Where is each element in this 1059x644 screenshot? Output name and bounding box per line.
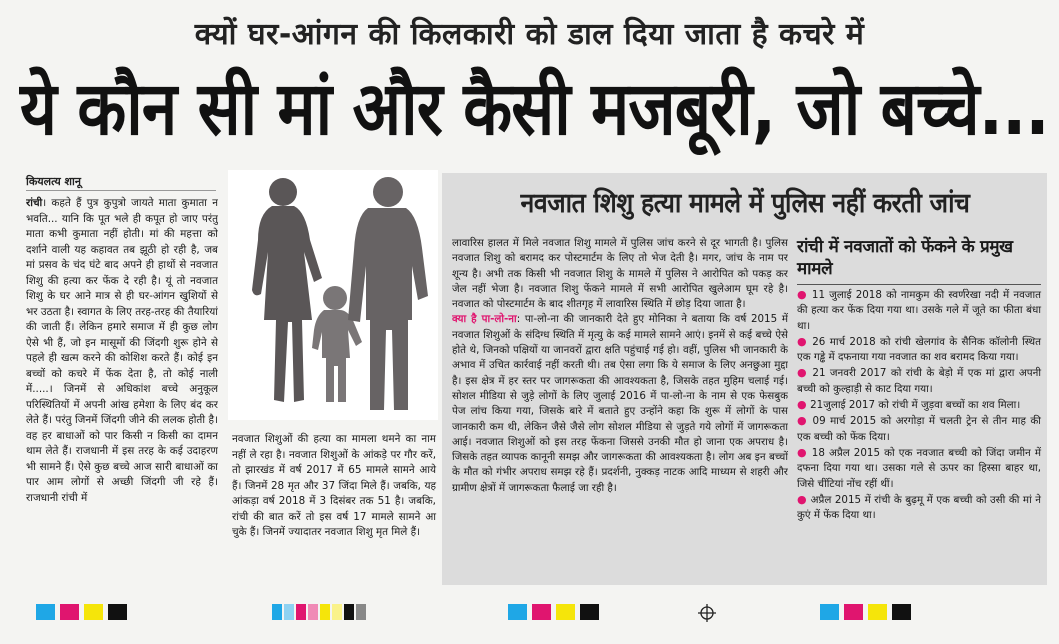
- case-item: ● 18 अप्रैल 2015 को एक नवजात बच्ची को जिंदा जमीन में दफना दिया गया था। उसका गले से ऊपर का हिस्सा बाहर था, जिसे चींटियां नोंच रहीं थीं।: [797, 445, 1041, 490]
- black-swatch: [108, 604, 127, 620]
- panel-paragraph-2-text: : पा-लो-ना की जानकारी देते हुए मोनिका ने बताया कि वर्ष 2015 में नवजात शिशुओं के संदिग्ध स्थिति में मृत्यु के कई मामले सामने आएं। इनमें से कई बच्चे ऐसे होते थे, जिनको पक्षियों या जानवरों द्वारा क्षति पहुंचाई गई हो। वहीं, पुलिस भी जानकारी के अभाव में उचित कार्रवाई नहीं करती थी। तब ऐसा लगा कि ये समाज के लिए अनछुआ मुद्दा है। इस क्षेत्र में हर स्तर पर जागरूकता की आवश्यकता है, जिसके तहत मुहिम चलाई गई। सोशल मीडिया से जुड़े लोगों के लिए जुलाई 2016 में पा-लो-ना के नाम से एक फेसबुक पेज लांच किया गया, जिसके बारे में बताते हुए उन्होंने कहा कि शुरू में लोगों के पास जानकारी कम थी, लेकिन जैसे जैसे लोग सोशल मीडिया से जुड़ते गये लोगों में जागरूकता आई। नवजात शिशुओं को इस तरह फेंकना जिससे उनकी मौत हो जाना एक अपराध है। जिसके तहत व्यापक कानूनी समझ और जागरूकता की आवश्यकता है। लोग अब इन बच्चों के मौत को गंभीर अपराध समझ रहे हैं। प्रदर्शनी, नुक्कड़ नाटक आदि माध्यम से शहरी और ग्रामीण क्षेत्रों में जागरूकता फैलाई जा रही है।: [452, 313, 788, 494]
- panel-article: [452, 236, 788, 576]
- panel-headline: [442, 183, 1047, 220]
- byline-divider: [26, 190, 216, 191]
- cyan-swatch: [36, 604, 55, 620]
- bullet-icon: ●: [797, 492, 811, 506]
- color-registration-bar: [508, 604, 599, 620]
- dateline-place: रांची: [26, 197, 43, 209]
- case-item: ● 09 मार्च 2015 को अरगोड़ा में चलती ट्रेन से तीन माह की एक बच्ची को फेंक दिया।: [797, 414, 1041, 443]
- case-item: ● 26 मार्च 2018 को रांची खेलगांव के सैनिक कॉलोनी स्थित एक गड्ढे में दफनाया गया नवजात का शव बरामद किया गया।: [797, 334, 1041, 364]
- article-column-1: [26, 196, 218, 596]
- bullet-icon: ●: [797, 334, 813, 348]
- article-column-1-text: । कहते हैं पुत्र कुपुत्रो जायते माता कुमाता न भवति... यानि कि पूत भले ही कपूत हो जाए परंतु माता कभी कुमाता नहीं होती। मां की महत्ता को दर्शाने वाली यह कहावत तब झूठी हो रही है, जब मां प्रसव के चंद घंटे बाद अपने ही हाथों से नवजात शिशु की हत्या कर फेंक दे रही है। यूं तो नवजात शिशु के घर आने मात्र से ही घर-आंगन खुशियों से भर उठता है। स्वागत के लिए तरह-तरह की तैयारियां की जाती हैं। लेकिन हमारे समाज में ही कुछ लोग ऐसे भी हैं, जो इन मासूमों की जिंदगी शुरू होने से पहले ही खत्म करने की कोशिश करते हैं। कोई इन बच्चों को कचरे में फेंक देता है, तो कोई नाली में.....। जिनमें से अधिकांश बच्चे अनुकूल परिस्थितियों में अपनी आंख हमेशा के लिए बंद कर लेते हैं। परंतु जिनमें जिंदगी जीने की ललक होती है। वह हर बाधाओं को पार किसी न किसी का दामन थाम लेते हैं। राजधानी में इस तरह के कई उदाहरण भी सामने हैं। ऐसे कुछ बच्चे आज सारी बाधाओं का पार आम लोगों से अच्छी जिंदगी जी रहे हैं। राजधानी रांची में: [26, 197, 218, 504]
- case-item: ● अप्रैल 2015 में रांची के बुढ़मू में एक बच्ची को उसी की मां ने कुएं में फेंक दिया था।: [797, 492, 1041, 522]
- panel-paragraph-1: लावारिस हालत में मिले नवजात शिशु मामले में पुलिस जांच करने से दूर भागती है। पुलिस नवजात शिशु को बरामद कर पोस्टमार्टम के लिए तो भेज देती है। मगर, जांच के नाम पर शून्य है। अभी तक किसी भी नवजात शिशु के मामले में पुलिस ने आरोपित को पकड़ कर जेल नहीं भेजा है। नवजात शिशु फेंकने मामले में सभी आरोपित खुलेआम घूम रहे है। नवजात को पोस्टमार्टम के बाद शीतगृह में लावारिस स्थिति में छोड़ दिया जाता है।: [452, 237, 788, 311]
- color-registration-bar: [820, 604, 911, 620]
- cases-list: [797, 236, 1041, 523]
- cases-list-divider: [797, 284, 1041, 285]
- registration-mark-icon: [698, 604, 716, 622]
- color-registration-bar: [36, 604, 127, 620]
- yellow-swatch: [84, 604, 103, 620]
- bullet-icon: ●: [797, 414, 813, 428]
- kicker-headline: क्यों घर-आंगन की किलकारी को डाल दिया जाता है कचरे में: [194, 17, 865, 52]
- byline: कियलत्य शानू: [26, 175, 81, 188]
- case-item: ● 21जुलाई 2017 को रांची में जुड़वा बच्चों का शव मिला।: [797, 398, 1021, 412]
- article-column-2: नवजात शिशुओं की हत्या का मामला थमने का नाम नहीं ले रहा है। नवजात शिशुओं के आंकड़े पर गौर करें, तो झारखंड में वर्ष 2017 में 65 मामले सामने आये हैं। जिनमें 28 मृत और 37 जिंदा मिले हैं। जबकि, यह आंकड़ा वर्ष 2018 में 3 दिसंबर तक 51 है। जबकि, रांची की बात करें तो इस वर्ष 17 मामले सामने आ चुके हैं। जिनमें ज्यादातर नवजात शिशु मृत मिले हैं।: [232, 433, 436, 538]
- panel-subheading: क्या है पा-लो-ना: [452, 313, 517, 326]
- case-item: ● 11 जुलाई 2018 को नामकुम की स्वर्णरेखा नदी में नवजात की हत्या कर फेंक दिया गया था। उसके गले में जूते का फीता बंधा था।: [797, 288, 1041, 332]
- panel-headline-text: नवजात शिशु हत्या मामले में पुलिस नहीं करती जांच: [520, 188, 969, 219]
- bullet-icon: ●: [797, 288, 812, 301]
- case-item: ● 21 जनवरी 2017 को रांची के बेड़ो में एक मां द्वारा अपनी बच्ची को कुल्हाड़ी से काट दिया गया।: [797, 366, 1041, 395]
- panel-paragraph-2: [452, 312, 788, 496]
- main-headline: ये कौन सी मां और कैसी मजबूरी, जो बच्चे...: [20, 66, 1049, 152]
- bullet-icon: ●: [797, 398, 811, 412]
- tint-registration-bar: [272, 604, 366, 620]
- magenta-swatch: [60, 604, 79, 620]
- family-silhouette-image: [228, 170, 438, 420]
- bullet-icon: ●: [797, 366, 813, 380]
- bullet-icon: ●: [797, 445, 812, 459]
- cases-list-title: रांची में नवजातों को फेंकने के प्रमुख मामले: [797, 237, 1013, 279]
